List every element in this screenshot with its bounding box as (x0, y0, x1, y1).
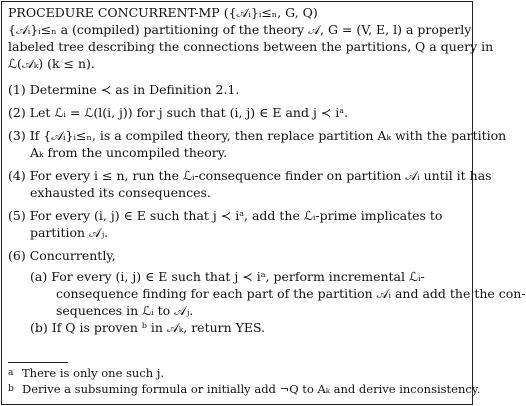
step-label: (1) (8, 82, 26, 97)
substep-text-continued: consequence finding for each part of the partition 𝒜ᵢ and add the the con- (56, 286, 526, 301)
procedure-content (8, 2, 526, 396)
step-label: (5) (8, 208, 26, 223)
footnote-mark: a (8, 368, 14, 378)
step-text: Determine ≺ as in Definition 2.1. (29, 82, 240, 97)
footnote-text: Derive a subsuming formula or initially add ¬Q to Aₖ and derive inconsistency. (22, 382, 481, 396)
footnote-a (8, 365, 466, 381)
step-text: Concurrently, (29, 248, 116, 263)
step-text: For every i ≤ n, run the ℒᵢ-consequence finder on partition 𝒜ᵢ until it has (29, 168, 492, 183)
procedure-box (1, 1, 526, 405)
substep-label: (a) (30, 269, 48, 284)
step-label: (6) (8, 248, 26, 263)
footnotes (8, 362, 481, 397)
step-text-continued: Aₖ from the uncompiled theory. (30, 145, 228, 160)
substep-b (8, 319, 466, 336)
step-text: For every (i, j) ∈ E such that j ≺ iᵃ, add the ℒᵢ-prime implicates to (29, 208, 443, 223)
step-text: Let ℒᵢ = ℒ(l(i, j)) for j such that (i, j) ∈ E and j ≺ iᵃ. (29, 105, 349, 120)
step-3 (8, 127, 507, 161)
footnote-divider (8, 362, 68, 363)
step-4 (8, 167, 492, 201)
step-label: (3) (8, 128, 26, 143)
step-1 (8, 81, 466, 98)
step-text: If {𝒜ᵢ}ᵢ≤ₙ, is a compiled theory, then replace partition Aₖ with the partition (29, 128, 507, 143)
step-label: (4) (8, 168, 26, 183)
substep-text: For every (i, j) ∈ E such that j ≺ iᵃ, perform incremental ℒᵢ- (51, 269, 425, 284)
substep-a (8, 268, 526, 319)
step-text-continued: exhausted its consequences. (30, 185, 211, 200)
footnote-mark: b (8, 384, 14, 394)
step-2 (8, 104, 466, 121)
procedure-title: PROCEDURE CONCURRENT-MP ({𝒜ᵢ}ᵢ≤ₙ, G, Q) (8, 5, 318, 20)
footnote-b (8, 381, 481, 397)
procedure-intro-line-3: ℒ(𝒜ₖ) (k ≤ n). (8, 56, 95, 71)
substep-text-continued: sequences in ℒᵢ to 𝒜ⱼ. (56, 303, 194, 318)
step-text-continued: partition 𝒜ⱼ. (30, 225, 109, 240)
step-6 (8, 247, 466, 264)
substep-label: (b) (30, 320, 48, 335)
step-label: (2) (8, 105, 26, 120)
substep-text: If Q is proven ᵇ in 𝒜ₖ, return YES. (51, 320, 266, 335)
step-5 (8, 207, 466, 241)
footnote-text: There is only one such j. (22, 366, 165, 380)
procedure-intro-line-1: {𝒜ᵢ}ᵢ≤ₙ a (compiled) partitioning of the theory 𝒜, G = (V, E, l) a properly (8, 22, 472, 37)
procedure-intro-line-2: labeled tree describing the connections between the partitions, Q a query in (8, 39, 494, 54)
